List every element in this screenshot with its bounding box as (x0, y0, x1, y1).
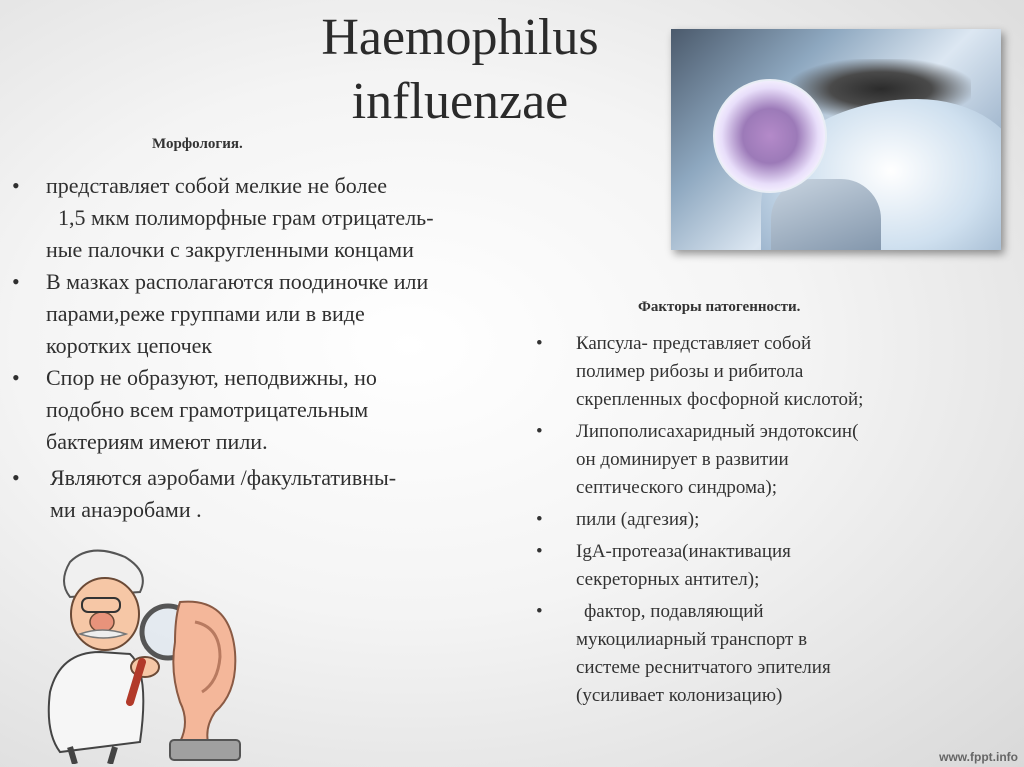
factor-item-4 (536, 538, 1016, 594)
factor-line: пили (адгезия); (576, 509, 700, 530)
factor-line: фактор, подавляющий (584, 601, 764, 622)
factor-line: скрепленных фосфорной кислотой; (576, 389, 864, 410)
factor-line: полимер рибозы и рибитола (576, 361, 804, 382)
morphology-line: ми анаэробами . (50, 497, 202, 522)
factor-item-3 (536, 506, 1016, 534)
morphology-line: В мазках располагаются поодиночке или (46, 269, 429, 294)
doctor-nose (90, 612, 114, 632)
morphology-item-2 (12, 266, 562, 362)
morphology-line: подобно всем грамотрицательным (46, 397, 369, 422)
bullet: • (12, 269, 20, 294)
bullet: • (536, 333, 543, 354)
scientist-petri-dish-photo (671, 29, 1001, 250)
morphology-heading: Морфология. (152, 136, 243, 152)
factor-line: мукоцилиарный транспорт в (576, 629, 808, 650)
petri-dish-icon (713, 79, 827, 193)
ear-stand (170, 740, 240, 760)
morphology-item-4 (12, 462, 562, 526)
morphology-line: парами,реже группами или в виде (46, 301, 365, 326)
morphology-item-1 (12, 170, 562, 266)
morphology-line: Являются аэробами /факультативны- (50, 465, 397, 490)
bullet: • (12, 365, 20, 390)
factor-line: секреторных антител); (576, 569, 760, 590)
morphology-item-3 (12, 362, 562, 458)
factor-line: Капсула- представляет собой (576, 333, 812, 354)
bullet: • (536, 509, 543, 530)
cartoon-doctor-illustration (30, 542, 250, 764)
bullet: • (536, 541, 543, 562)
factor-item-5 (536, 598, 1016, 710)
bullet: • (12, 173, 20, 198)
morphology-line: Спор не образуют, неподвижны, но (46, 365, 377, 390)
title-line-1: Haemophilus (321, 9, 599, 66)
factors-heading: Факторы патогенности. (638, 299, 801, 315)
factors-list (536, 330, 1016, 714)
ear-icon (173, 602, 235, 742)
factor-line: системе реснитчатого эпителия (576, 657, 831, 678)
title-line-2: influenzae (351, 73, 569, 130)
factor-line: (усиливает колонизацию) (576, 685, 783, 706)
morphology-line: коротких цепочек (46, 333, 213, 358)
factor-line: Липополисахаридный эндотоксин( (576, 421, 859, 442)
morphology-line: ные палочки с закругленными концами (46, 237, 414, 262)
bullet: • (536, 421, 543, 442)
footer-watermark: www.fppt.info (939, 750, 1018, 764)
factor-item-1 (536, 330, 1016, 414)
morphology-list (12, 170, 562, 526)
factor-line: он доминирует в развитии (576, 449, 789, 470)
factor-line: IgA-протеаза(инактивация (576, 541, 791, 562)
morphology-line: 1,5 мкм полиморфные грам отрицатель- (58, 205, 434, 230)
slide-title (270, 6, 650, 134)
morphology-line: представляет собой мелкие не более (46, 173, 387, 198)
factor-item-2 (536, 418, 1016, 502)
factor-line: септического синдрома); (576, 477, 777, 498)
bullet: • (536, 601, 543, 622)
morphology-line: бактериям имеют пили. (46, 429, 268, 454)
bullet: • (12, 465, 20, 490)
